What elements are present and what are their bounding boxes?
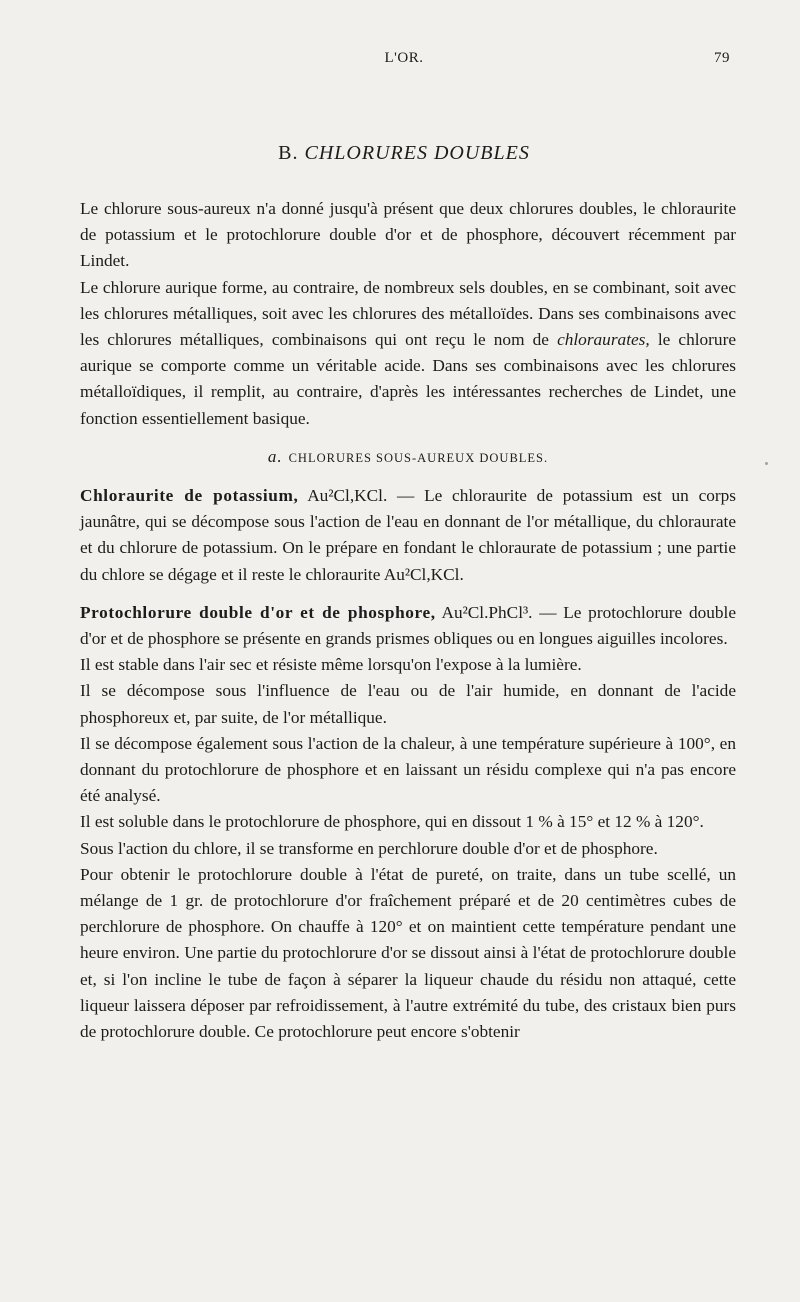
- section-heading: CHLORURES DOUBLES: [304, 142, 530, 164]
- protochlorure-name: Protochlorure double d'or et de phosphore,: [80, 602, 436, 622]
- intro-paragraph-1: [80, 196, 736, 275]
- page-body: [80, 196, 736, 1045]
- subsection-letter: a.: [267, 446, 283, 466]
- running-head: [78, 50, 730, 70]
- protochlorure-paragraph-6: Sous l'action du chlore, il se transforme en perchlorure double d'or et de phosphore.: [80, 838, 658, 858]
- scan-speck: [765, 462, 768, 465]
- subsection-heading: [80, 444, 736, 471]
- chloraurates-term: chloraurates,: [557, 330, 650, 350]
- chloraurite-text: Au²Cl,KCl. — Le chloraurite de potassium est un corps jaunâtre, qui se décompose sous l'action de l'eau en donnant de l'or métallique, du chloraurate et du chlorure de potassium. On le prépare en fondant le chloraurate de potassium ; une partie du chlore se dégage et il reste le chloraurite Au²Cl,KCl.: [80, 486, 737, 584]
- protochlorure-paragraph-5: Il est soluble dans le protochlorure de phosphore, qui en dissout 1 % à 15° et 12 % à 120°.: [80, 812, 704, 832]
- protochlorure-paragraph-4: Il se décompose également sous l'action de la chaleur, à une température supérieure à 100°, en donnant du protochlorure de phosphore et en laissant un résidu complexe qui n'a pas encore été analysé.: [80, 733, 736, 806]
- protochlorure-paragraph-2: Il est stable dans l'air sec et résiste même lorsqu'on l'expose à la lumière.: [80, 655, 582, 675]
- chloraurite-paragraph: [80, 483, 736, 588]
- subsection-title: CHLORURES SOUS-AUREUX DOUBLES.: [288, 450, 549, 465]
- running-head-title: L'OR.: [384, 50, 424, 66]
- intro-paragraph-2: [80, 275, 736, 432]
- protochlorure-paragraph-3: Il se décompose sous l'influence de l'eau ou de l'air humide, en donnant de l'acide phosphoreux et, par suite, de l'or métallique.: [80, 681, 736, 727]
- page-number: 79: [714, 50, 730, 66]
- protochlorure-paragraph-7: Pour obtenir le protochlorure double à l'état de pureté, on traite, dans un tube scellé, un mélange de 1 gr. de protochlorure d'or fraîchement préparé et de 20 centimètres cubes de perchlorure de phosphore. On chauffe à 120° et on maintient cette température pendant une heure environ. Une partie du protochlorure d'or se dissout ainsi à l'état de protochlorure double et, si l'on incline le tube de façon à séparer la liqueur chaude du résidu non attaqué, cette liqueur laissera déposer par refroidissement, à l'autre extrémité du tube, des cristaux bien purs de protochlorure double. Ce protochlorure peut encore s'obtenir: [80, 864, 736, 1042]
- intro-paragraph-1-text: Le chlorure sous-aureux n'a donné jusqu'à présent que deux chlorures doubles, le chloraurite de potassium et le protochlorure double d'or et de phosphore, découvert récemment par Lindet.: [80, 199, 736, 271]
- section-title: [78, 142, 730, 165]
- chloraurite-name: Chloraurite de potassium,: [80, 486, 299, 506]
- protochlorure-text: Au²Cl.PhCl³. — Le protochlorure double d'or et de phosphore se présente en grands prismes obliques ou en longues aiguilles incolores.: [80, 602, 736, 649]
- intro-paragraph-2-text: Le chlorure aurique forme, au contraire, de nombreux sels doubles, en se combinant, soit avec les chlorures métalliques, soit avec les chlorures des métalloïdes. Dans ses combinaisons avec les chlorures métalliques, combinaisons qui ont reçu le nom de: [80, 277, 736, 350]
- section-letter: B.: [278, 142, 299, 164]
- protochlorure-paragraph-1: [80, 600, 736, 652]
- intro-paragraph-2-text-end: le chlorure aurique se comporte comme un véritable acide. Dans ses combinaisons avec les chlorures métalloïdiques, il remplit, au contraire, d'après les intéressantes recherches de Lindet, une fonction essentiellement basique.: [80, 330, 736, 428]
